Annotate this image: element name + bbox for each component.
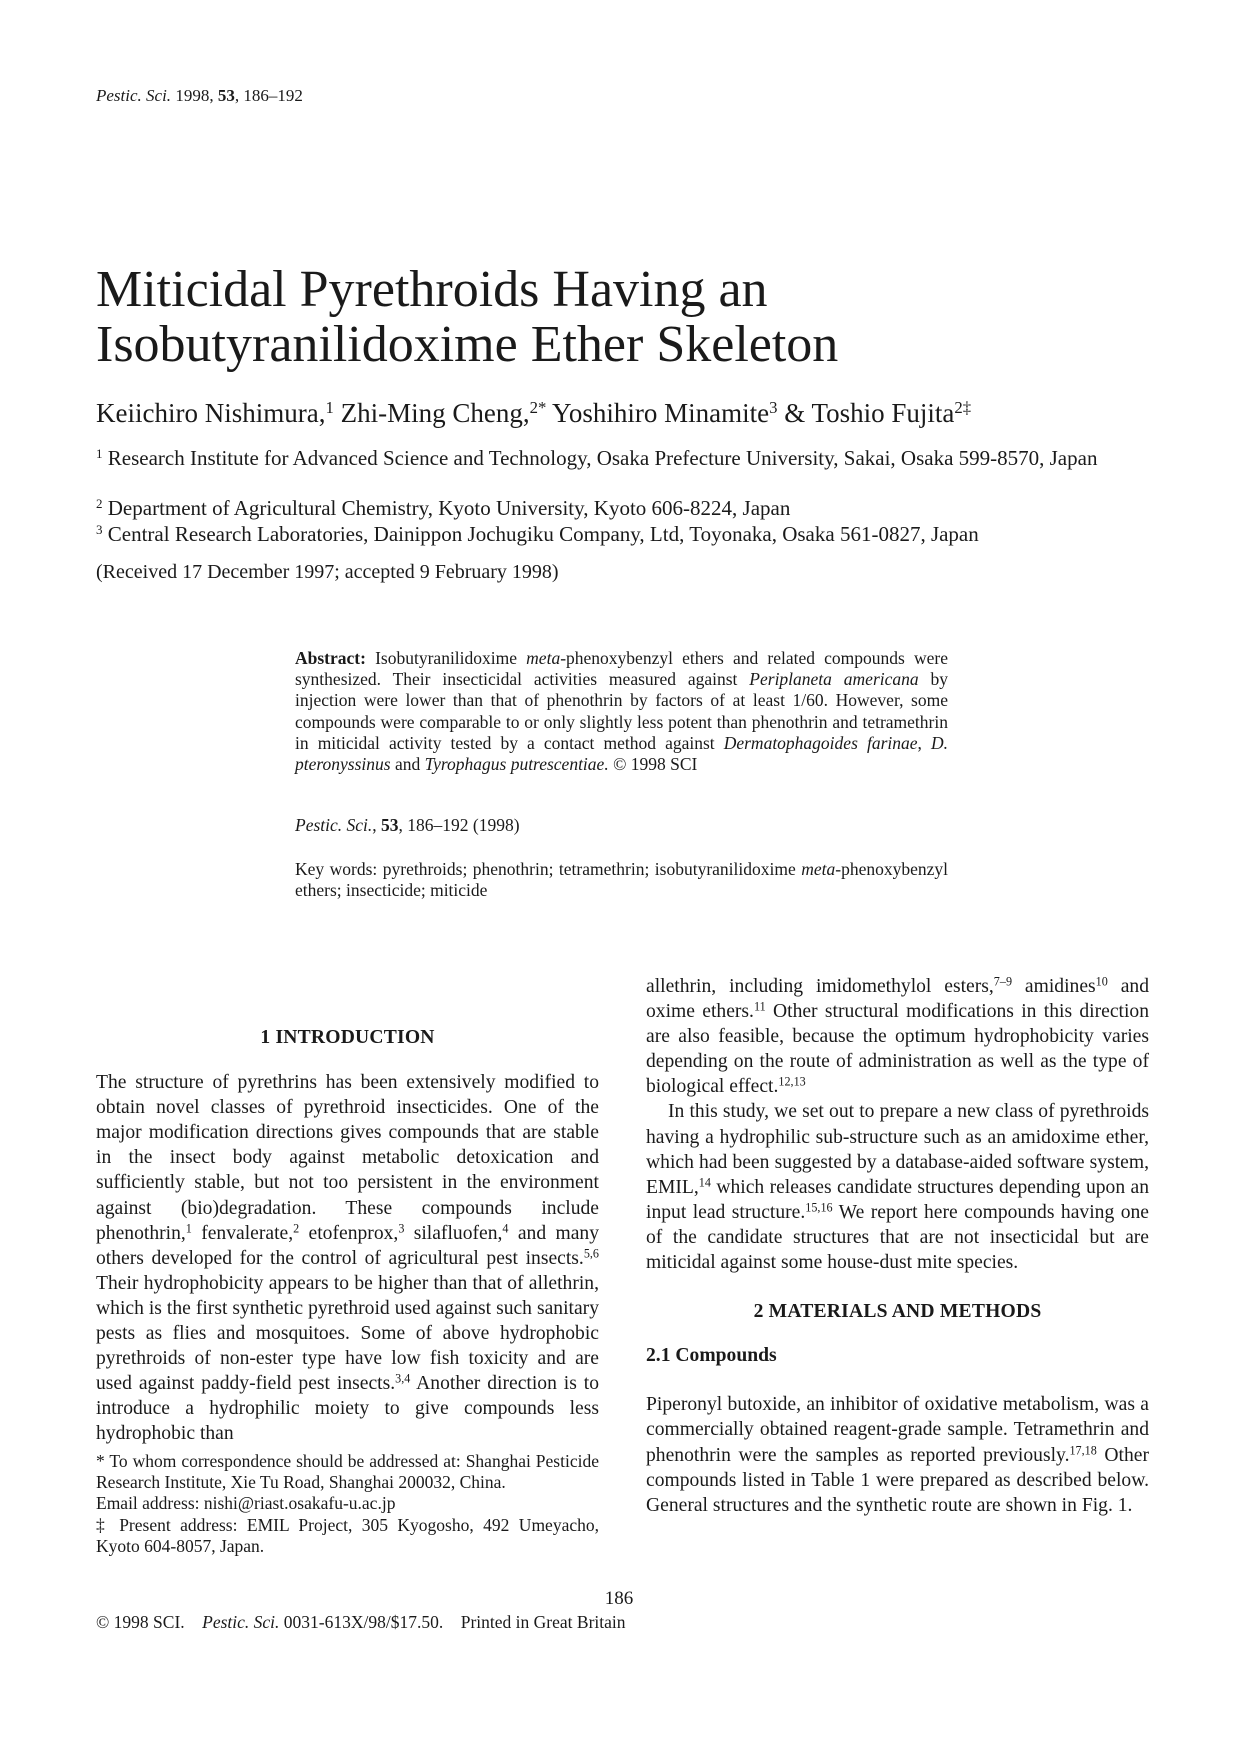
section-heading-materials-methods: 2 MATERIALS AND METHODS bbox=[753, 1301, 1042, 1323]
affiliation-1 bbox=[96, 446, 1156, 470]
keywords bbox=[295, 859, 948, 901]
abstract-italic: Dermatophagoides farinae bbox=[723, 732, 918, 753]
reference-mark: 14 bbox=[698, 1175, 711, 1190]
reference-mark: 2 bbox=[293, 1220, 300, 1235]
abstract-label: Abstract: bbox=[295, 648, 366, 668]
body-text: etofenprox, bbox=[299, 1222, 399, 1244]
reference-mark: 15,16 bbox=[805, 1200, 833, 1215]
affiliation-3 bbox=[96, 522, 1156, 546]
author-list bbox=[96, 398, 971, 429]
reference-mark: 5,6 bbox=[583, 1246, 599, 1261]
body-text: Other structural modifications in this direction are also feasible, because the optimum hydrophobicity varies depending on the route of administration as well as the type of biological effect. bbox=[646, 1001, 1150, 1098]
affiliation-text: Central Research Laboratories, Dainippon Jochugiku Company, Ltd, Toyonaka, Osaka 561-0827, Japan bbox=[107, 522, 979, 546]
author-affil-mark: 1 bbox=[325, 397, 334, 417]
body-text: In this study, we set out to prepare a new class of pyrethroids having a hydrophilic sub-structure such as an amidoxime ether, which had been suggested by a database-aided software system, EMIL, bbox=[646, 1101, 1149, 1198]
body-text: fenvalerate, bbox=[191, 1222, 294, 1244]
affiliation-number: 2 bbox=[96, 495, 103, 511]
received-dates: (Received 17 December 1997; accepted 9 February 1998) bbox=[96, 561, 559, 583]
section-heading-introduction: 1 INTRODUCTION bbox=[260, 1027, 435, 1048]
author-name: Yoshihiro Minamite bbox=[546, 398, 770, 428]
keywords-text: -phenoxybenzyl ethers; insecticide; miticide bbox=[295, 859, 948, 901]
body-text: silafluofen, bbox=[404, 1222, 503, 1244]
abstract-text: and bbox=[390, 754, 425, 775]
reference-mark: 10 bbox=[1095, 974, 1108, 989]
right-column bbox=[646, 974, 1149, 1518]
reference-mark: 7–9 bbox=[993, 974, 1013, 989]
footnotes bbox=[96, 1451, 599, 1557]
body-text: Other compounds listed in Table 1 were prepared as described below. General structures and the synthetic route are shown in Fig. 1. bbox=[646, 1444, 1149, 1516]
keywords-text: Key words: pyrethroids; phenothrin; tetramethrin; isobutyranilidoxime bbox=[295, 859, 802, 879]
methods-paragraph bbox=[646, 1392, 1149, 1517]
citation-journal: Pestic. Sci. bbox=[295, 815, 373, 835]
footnote-correspondence: * To whom correspondence should be addressed at: Shanghai Pesticide Research Institute, Xie Tu Road, Shanghai 200032, China. bbox=[96, 1451, 599, 1493]
reference-mark: 1 bbox=[185, 1220, 192, 1235]
footer-copyright-line bbox=[96, 1612, 626, 1633]
body-text: We report here compounds having one of the candidate structures that are not insecticidal but are miticidal against some house-dust mite species. bbox=[646, 1201, 1149, 1274]
reference-mark: 11 bbox=[753, 999, 766, 1014]
footer-copyright: © 1998 SCI. bbox=[96, 1612, 185, 1632]
affiliation-text: Department of Agricultural Chemistry, Kyoto University, Kyoto 606-8224, Japan bbox=[107, 496, 791, 520]
affiliation-number: 3 bbox=[96, 521, 103, 537]
journal-volume: 53 bbox=[217, 86, 235, 105]
journal-year: 1998, bbox=[175, 86, 214, 105]
body-text: The structure of pyrethrins has been extensively modified to obtain novel classes of pyrethroid insecticides. One of the major modification directions gives compounds that are stable in the insect body against metabolic detoxication and sufficiently stable, but not too persistent in the environment against (bio)degradation. These compounds include phenothrin, bbox=[96, 1072, 599, 1244]
body-text: amidines bbox=[1012, 976, 1096, 997]
affiliation-text: Research Institute for Advanced Science and Technology, Osaka Prefecture University, Sakai, Osaka 599-8570, Japan bbox=[107, 446, 1098, 470]
intro-paragraph bbox=[646, 1099, 1149, 1275]
author-name: & Toshio Fujita bbox=[777, 398, 955, 428]
citation-pages: , 186–192 (1998) bbox=[398, 815, 520, 835]
citation-sep: , bbox=[372, 815, 382, 835]
title-line-1: Miticidal Pyrethroids Having an bbox=[96, 261, 768, 318]
body-text: and many others developed for the control of agricultural pest insects. bbox=[96, 1222, 599, 1269]
citation-volume: 53 bbox=[381, 815, 399, 835]
abstract-text: Isobutyranilidoxime bbox=[365, 648, 527, 668]
paper-title bbox=[96, 262, 1146, 372]
footer-issn: 0031-613X/98/$17.50. bbox=[279, 1612, 444, 1632]
abstract-text: -phenoxybenzyl ethers and related compounds were synthesized. Their insecticidal activities measured against bbox=[295, 648, 948, 690]
citation bbox=[295, 815, 520, 836]
intro-paragraph-continued bbox=[646, 974, 1149, 1099]
body-text: which releases candidate structures depending upon an input lead structure. bbox=[646, 1176, 1149, 1223]
reference-mark: 3 bbox=[398, 1220, 405, 1235]
journal-header bbox=[96, 86, 303, 106]
author-affil-mark: 2‡ bbox=[954, 397, 972, 417]
journal-pages: , 186–192 bbox=[234, 86, 303, 105]
intro-paragraph bbox=[96, 1070, 599, 1446]
affiliation-number: 1 bbox=[96, 445, 103, 461]
abstract-italic: Periplaneta americana bbox=[749, 669, 919, 690]
subsection-heading-compounds: 2.1 Compounds bbox=[646, 1345, 777, 1367]
title-line-2: Isobutyranilidoxime Ether Skeleton bbox=[96, 316, 839, 373]
body-text: Their hydrophobicity appears to be higher than that of allethrin, which is the first synthetic pyrethroid used against such sanitary pests as flies and mosquitoes. Some of above hydrophobic pyrethroids of non-ester type have low fish toxicity and are used against paddy-field pest insects. bbox=[96, 1272, 599, 1395]
author-affil-mark: 3 bbox=[769, 397, 778, 417]
reference-mark: 4 bbox=[502, 1220, 509, 1235]
author-affil-mark: 2* bbox=[529, 397, 547, 417]
footer-printed: Printed in Great Britain bbox=[460, 1612, 626, 1632]
abstract-italic: meta bbox=[526, 648, 561, 668]
reference-mark: 3,4 bbox=[395, 1371, 411, 1386]
footer-journal: Pestic. Sci. bbox=[202, 1612, 280, 1632]
body-text: and oxime ethers. bbox=[646, 976, 1149, 1023]
left-column bbox=[96, 1025, 599, 1447]
body-text: Piperonyl butoxide, an inhibitor of oxidative metabolism, was a commercially obtained reagent-grade sample. Tetramethrin and phenothrin were the samples as reported previously. bbox=[646, 1394, 1149, 1466]
reference-mark: 12,13 bbox=[778, 1074, 806, 1089]
body-text: allethrin, including imidomethylol esters, bbox=[646, 976, 994, 997]
reference-mark: 17,18 bbox=[1069, 1442, 1097, 1457]
keywords-italic: meta bbox=[801, 859, 836, 879]
author-name: Zhi-Ming Cheng, bbox=[333, 398, 530, 428]
abstract-italic: Tyrophagus putrescentiae. bbox=[424, 754, 609, 775]
abstract-text: , bbox=[917, 732, 931, 753]
footnote-present-address: ‡ Present address: EMIL Project, 305 Kyogosho, 492 Umeyacho, Kyoto 604-8057, Japan. bbox=[96, 1514, 599, 1556]
journal-abbrev: Pestic. Sci. bbox=[96, 86, 172, 105]
abstract bbox=[295, 648, 948, 775]
author-name: Keiichiro Nishimura, bbox=[96, 398, 326, 428]
abstract-text: © 1998 SCI bbox=[608, 754, 698, 775]
abstract-italic: D. pteronyssinus bbox=[295, 732, 948, 775]
page-number: 186 bbox=[604, 1588, 634, 1609]
footnote-email: Email address: nishi@riast.osakafu-u.ac.jp bbox=[96, 1493, 396, 1514]
abstract-text: by injection were lower than that of phenothrin by factors of at least 1/60. However, some compounds were comparable to or only slightly less potent than phenothrin and tetramethrin in miticidal activity tested by a contact method against bbox=[295, 669, 949, 753]
affiliation-2 bbox=[96, 496, 1156, 520]
body-text: Another direction is to introduce a hydrophilic moiety to give compounds less hydrophobic than bbox=[96, 1373, 599, 1445]
